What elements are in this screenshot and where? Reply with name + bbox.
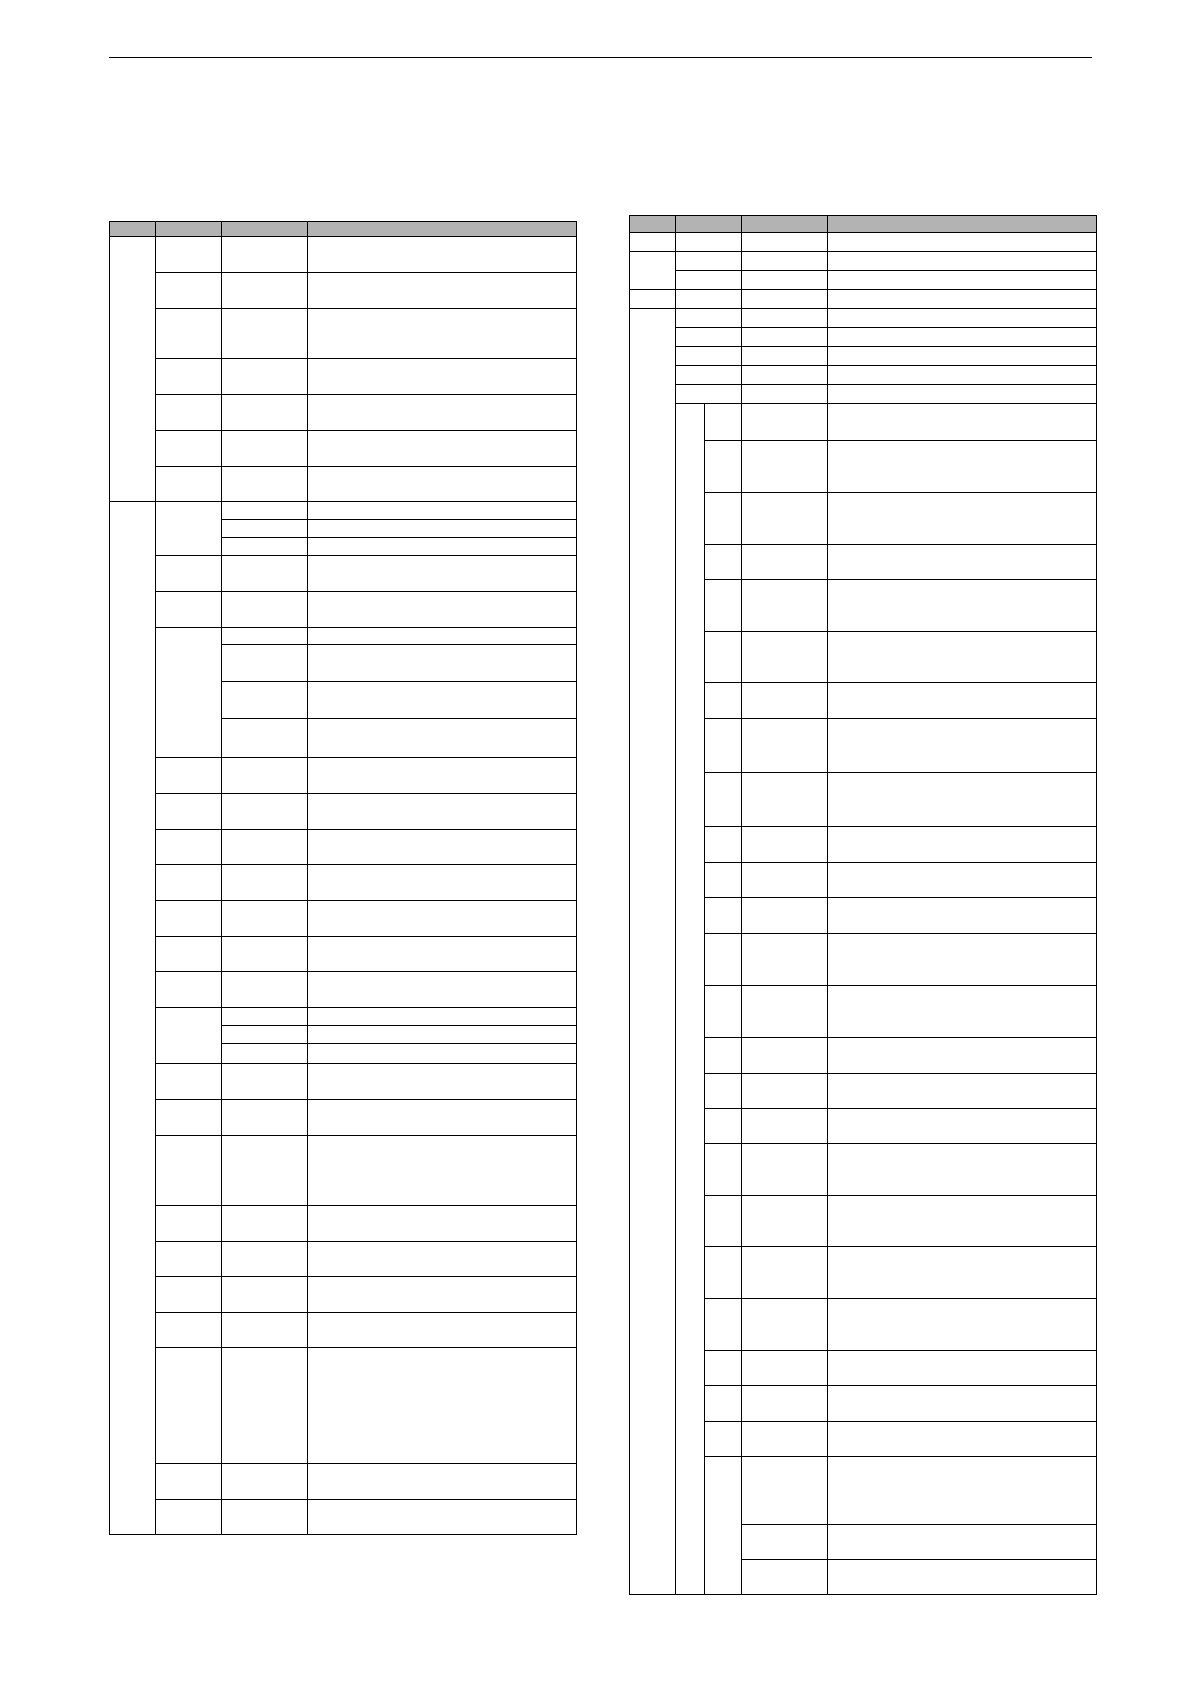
table-cell bbox=[308, 273, 577, 309]
header-cell bbox=[110, 222, 156, 237]
table-cell bbox=[828, 773, 1097, 827]
table-cell bbox=[222, 359, 308, 395]
table-cell bbox=[222, 237, 308, 273]
table-row bbox=[110, 1008, 577, 1026]
table-cell bbox=[308, 865, 577, 901]
table-cell bbox=[742, 493, 828, 545]
table-cell bbox=[156, 502, 222, 556]
table-row bbox=[110, 309, 577, 359]
table-cell bbox=[742, 1299, 828, 1351]
table-cell bbox=[742, 1422, 828, 1457]
table-cell bbox=[676, 309, 742, 328]
table-cell bbox=[705, 441, 742, 493]
table-cell bbox=[222, 794, 308, 830]
table-cell bbox=[705, 986, 742, 1038]
table-cell bbox=[222, 1206, 308, 1242]
table-cell bbox=[742, 1386, 828, 1422]
table-row bbox=[110, 1064, 577, 1100]
table-cell bbox=[156, 592, 222, 628]
table-cell bbox=[156, 1008, 222, 1064]
table-cell bbox=[222, 937, 308, 972]
table-row bbox=[630, 271, 1097, 290]
table-row bbox=[110, 556, 577, 592]
table-cell bbox=[828, 1144, 1097, 1196]
table-cell bbox=[308, 1008, 577, 1026]
table-row bbox=[110, 794, 577, 830]
table-cell bbox=[222, 758, 308, 794]
table-row bbox=[110, 237, 577, 273]
table-cell bbox=[308, 1044, 577, 1064]
table-cell bbox=[705, 1386, 742, 1422]
table-cell bbox=[705, 773, 742, 827]
table-cell bbox=[828, 986, 1097, 1038]
table-cell bbox=[222, 1044, 308, 1064]
table-cell bbox=[828, 328, 1097, 347]
table-cell bbox=[742, 1196, 828, 1247]
table-row bbox=[110, 628, 577, 645]
table-cell bbox=[222, 972, 308, 1008]
group-cell bbox=[630, 309, 676, 1595]
table-cell bbox=[308, 431, 577, 467]
table-cell bbox=[676, 252, 742, 271]
table-row bbox=[110, 1500, 577, 1535]
table-cell bbox=[308, 901, 577, 937]
table-cell bbox=[742, 252, 828, 271]
table-row bbox=[110, 1242, 577, 1277]
table-row bbox=[110, 467, 577, 502]
table-cell bbox=[676, 233, 742, 252]
table-row bbox=[630, 328, 1097, 347]
table-cell bbox=[742, 233, 828, 252]
table-cell bbox=[308, 520, 577, 538]
table-cell bbox=[308, 794, 577, 830]
table-row bbox=[630, 290, 1097, 309]
table-cell bbox=[828, 404, 1097, 441]
table-cell bbox=[828, 1196, 1097, 1247]
header-cell bbox=[308, 222, 577, 237]
header-cell bbox=[222, 222, 308, 237]
table-cell bbox=[828, 366, 1097, 385]
table-cell bbox=[828, 683, 1097, 719]
table-row bbox=[630, 366, 1097, 385]
table-cell bbox=[156, 273, 222, 309]
table-cell bbox=[156, 937, 222, 972]
table-cell bbox=[828, 271, 1097, 290]
table-cell bbox=[222, 309, 308, 359]
table-cell bbox=[742, 1109, 828, 1144]
table-cell bbox=[156, 1136, 222, 1206]
table-cell bbox=[222, 645, 308, 682]
table-cell bbox=[156, 1313, 222, 1348]
table-cell bbox=[705, 719, 742, 773]
table-cell bbox=[742, 1038, 828, 1074]
table-cell bbox=[828, 632, 1097, 683]
table-cell bbox=[156, 1206, 222, 1242]
table-cell bbox=[742, 683, 828, 719]
table-cell bbox=[828, 827, 1097, 863]
table-cell bbox=[156, 1100, 222, 1136]
table-cell bbox=[222, 1100, 308, 1136]
table-cell bbox=[222, 273, 308, 309]
table-cell bbox=[308, 1100, 577, 1136]
table-cell bbox=[742, 1144, 828, 1196]
table-cell bbox=[705, 632, 742, 683]
table-row bbox=[630, 347, 1097, 366]
table-cell bbox=[705, 1299, 742, 1351]
table-cell bbox=[742, 1525, 828, 1560]
table-row bbox=[110, 431, 577, 467]
table-cell bbox=[676, 366, 742, 385]
table-cell bbox=[828, 1525, 1097, 1560]
table-cell bbox=[222, 1136, 308, 1206]
table-row bbox=[110, 1464, 577, 1500]
table-row bbox=[110, 1313, 577, 1348]
left-table bbox=[109, 221, 577, 1535]
table-cell bbox=[705, 683, 742, 719]
table-cell bbox=[308, 628, 577, 645]
table-cell bbox=[308, 830, 577, 865]
table-cell bbox=[308, 309, 577, 359]
table-cell bbox=[828, 1422, 1097, 1457]
table-cell bbox=[828, 898, 1097, 934]
table-row bbox=[110, 592, 577, 628]
table-cell bbox=[156, 309, 222, 359]
table-cell bbox=[705, 1144, 742, 1196]
table-cell bbox=[630, 233, 676, 252]
table-cell bbox=[742, 385, 828, 404]
table-cell bbox=[308, 972, 577, 1008]
table-cell bbox=[828, 1560, 1097, 1595]
table-cell bbox=[828, 252, 1097, 271]
table-cell bbox=[308, 359, 577, 395]
table-cell bbox=[156, 1242, 222, 1277]
table-cell bbox=[828, 1299, 1097, 1351]
table-cell bbox=[742, 366, 828, 385]
table-cell bbox=[828, 233, 1097, 252]
table-row bbox=[110, 830, 577, 865]
table-cell bbox=[742, 773, 828, 827]
table-cell bbox=[222, 467, 308, 502]
table-cell bbox=[742, 632, 828, 683]
table-cell bbox=[676, 328, 742, 347]
table-cell bbox=[222, 1464, 308, 1500]
table-cell bbox=[705, 1422, 742, 1457]
table-cell bbox=[222, 538, 308, 556]
table-cell bbox=[828, 934, 1097, 986]
table-cell bbox=[222, 556, 308, 592]
header-cell bbox=[156, 222, 222, 237]
table-cell bbox=[156, 1500, 222, 1535]
table-cell bbox=[156, 1277, 222, 1313]
table-cell bbox=[156, 1464, 222, 1500]
table-row bbox=[110, 1277, 577, 1313]
table-cell bbox=[705, 404, 742, 441]
table-row bbox=[110, 972, 577, 1008]
table-cell bbox=[828, 863, 1097, 898]
table-cell bbox=[156, 237, 222, 273]
table-row bbox=[630, 252, 1097, 271]
table-cell bbox=[222, 592, 308, 628]
table-cell bbox=[705, 934, 742, 986]
table-cell bbox=[308, 237, 577, 273]
table-cell bbox=[222, 395, 308, 431]
table-cell bbox=[222, 1026, 308, 1044]
table-cell bbox=[742, 934, 828, 986]
table-cell bbox=[308, 592, 577, 628]
table-cell bbox=[156, 431, 222, 467]
table-cell bbox=[742, 309, 828, 328]
table-cell bbox=[828, 1109, 1097, 1144]
table-cell bbox=[222, 901, 308, 937]
table-cell bbox=[222, 1277, 308, 1313]
table-cell bbox=[828, 441, 1097, 493]
table-cell bbox=[222, 628, 308, 645]
table-cell bbox=[308, 1348, 577, 1464]
table-cell bbox=[742, 328, 828, 347]
table-cell bbox=[705, 1351, 742, 1386]
table-cell bbox=[828, 347, 1097, 366]
table-cell bbox=[630, 290, 676, 309]
table-row bbox=[110, 1100, 577, 1136]
table-cell bbox=[705, 580, 742, 632]
table-cell bbox=[308, 1277, 577, 1313]
table-cell bbox=[308, 502, 577, 520]
table-cell bbox=[742, 347, 828, 366]
table-cell bbox=[156, 972, 222, 1008]
table-cell bbox=[308, 1206, 577, 1242]
table-cell bbox=[222, 830, 308, 865]
header-cell bbox=[742, 216, 828, 233]
table-cell bbox=[222, 1064, 308, 1100]
table-cell bbox=[222, 1313, 308, 1348]
group-cell bbox=[110, 502, 156, 1535]
header-cell bbox=[828, 216, 1097, 233]
table-cell bbox=[308, 556, 577, 592]
table-cell bbox=[308, 719, 577, 758]
table-cell bbox=[676, 290, 742, 309]
table-cell bbox=[222, 1500, 308, 1535]
table-cell bbox=[156, 467, 222, 502]
table-cell bbox=[828, 309, 1097, 328]
table-cell bbox=[742, 1351, 828, 1386]
table-cell bbox=[156, 359, 222, 395]
table-cell bbox=[742, 545, 828, 580]
table-cell bbox=[156, 1348, 222, 1464]
table-cell bbox=[222, 1008, 308, 1026]
table-cell bbox=[156, 758, 222, 794]
table-cell bbox=[156, 830, 222, 865]
table-cell bbox=[828, 719, 1097, 773]
table-row bbox=[110, 359, 577, 395]
table-cell bbox=[828, 1247, 1097, 1299]
table-cell bbox=[705, 1247, 742, 1299]
header-cell bbox=[630, 216, 676, 233]
table-row bbox=[110, 1206, 577, 1242]
table-cell bbox=[828, 545, 1097, 580]
table-cell bbox=[742, 863, 828, 898]
table-cell bbox=[742, 271, 828, 290]
table-cell bbox=[156, 794, 222, 830]
table-cell bbox=[308, 937, 577, 972]
table-cell bbox=[828, 290, 1097, 309]
table-cell bbox=[828, 580, 1097, 632]
table-cell bbox=[828, 1351, 1097, 1386]
table-cell bbox=[156, 1064, 222, 1100]
table-cell bbox=[705, 1457, 742, 1595]
subgroup-cell bbox=[676, 404, 705, 1595]
table-cell bbox=[742, 1457, 828, 1525]
table-row bbox=[630, 309, 1097, 328]
group-cell bbox=[110, 237, 156, 502]
table-cell bbox=[742, 1074, 828, 1109]
table-cell bbox=[222, 431, 308, 467]
table-cell bbox=[742, 827, 828, 863]
table-cell bbox=[705, 827, 742, 863]
table-cell bbox=[705, 493, 742, 545]
table-cell bbox=[308, 682, 577, 719]
table-row bbox=[110, 273, 577, 309]
table-cell bbox=[705, 545, 742, 580]
table-cell bbox=[828, 1038, 1097, 1074]
table-cell bbox=[308, 1242, 577, 1277]
table-cell bbox=[742, 441, 828, 493]
table-cell bbox=[828, 493, 1097, 545]
table-cell bbox=[156, 556, 222, 592]
table-row bbox=[110, 1136, 577, 1206]
table-cell bbox=[156, 395, 222, 431]
table-cell bbox=[828, 1457, 1097, 1525]
table-row bbox=[110, 502, 577, 520]
table-row bbox=[630, 404, 1097, 441]
table-cell bbox=[308, 1500, 577, 1535]
table-cell bbox=[156, 901, 222, 937]
table-cell bbox=[742, 1247, 828, 1299]
table-cell bbox=[742, 290, 828, 309]
header-rule bbox=[109, 57, 1092, 58]
table-row bbox=[630, 233, 1097, 252]
table-header-row bbox=[110, 222, 577, 237]
table-cell bbox=[156, 628, 222, 758]
table-cell bbox=[222, 502, 308, 520]
table-row bbox=[110, 1348, 577, 1464]
table-cell bbox=[308, 758, 577, 794]
table-cell bbox=[676, 271, 742, 290]
table-cell bbox=[156, 865, 222, 901]
table-cell bbox=[308, 1064, 577, 1100]
table-row bbox=[110, 395, 577, 431]
table-row bbox=[110, 937, 577, 972]
table-cell bbox=[705, 1074, 742, 1109]
table-row bbox=[110, 901, 577, 937]
table-cell bbox=[308, 645, 577, 682]
table-cell bbox=[742, 719, 828, 773]
table-cell bbox=[222, 719, 308, 758]
table-cell bbox=[308, 395, 577, 431]
table-cell bbox=[222, 1348, 308, 1464]
table-cell bbox=[705, 1196, 742, 1247]
table-cell bbox=[308, 538, 577, 556]
table-cell bbox=[308, 1026, 577, 1044]
table-cell bbox=[742, 898, 828, 934]
table-cell bbox=[676, 385, 742, 404]
table-cell bbox=[222, 865, 308, 901]
table-cell bbox=[308, 467, 577, 502]
table-header-row bbox=[630, 216, 1097, 233]
header-cell bbox=[676, 216, 742, 233]
table-cell bbox=[222, 682, 308, 719]
table-cell bbox=[308, 1464, 577, 1500]
table-cell bbox=[742, 1560, 828, 1595]
table-cell bbox=[222, 520, 308, 538]
table-cell bbox=[742, 404, 828, 441]
table-cell bbox=[308, 1313, 577, 1348]
table-cell bbox=[705, 863, 742, 898]
table-cell bbox=[828, 1386, 1097, 1422]
table-row bbox=[110, 758, 577, 794]
table-row bbox=[110, 865, 577, 901]
table-cell bbox=[705, 898, 742, 934]
table-cell bbox=[222, 1242, 308, 1277]
table-cell bbox=[742, 986, 828, 1038]
table-cell bbox=[742, 580, 828, 632]
table-cell bbox=[828, 385, 1097, 404]
table-cell bbox=[676, 347, 742, 366]
table-cell bbox=[828, 1074, 1097, 1109]
table-cell bbox=[630, 252, 676, 290]
table-cell bbox=[308, 1136, 577, 1206]
table-cell bbox=[705, 1109, 742, 1144]
right-table bbox=[629, 215, 1097, 1595]
table-row bbox=[630, 385, 1097, 404]
table-cell bbox=[705, 1038, 742, 1074]
